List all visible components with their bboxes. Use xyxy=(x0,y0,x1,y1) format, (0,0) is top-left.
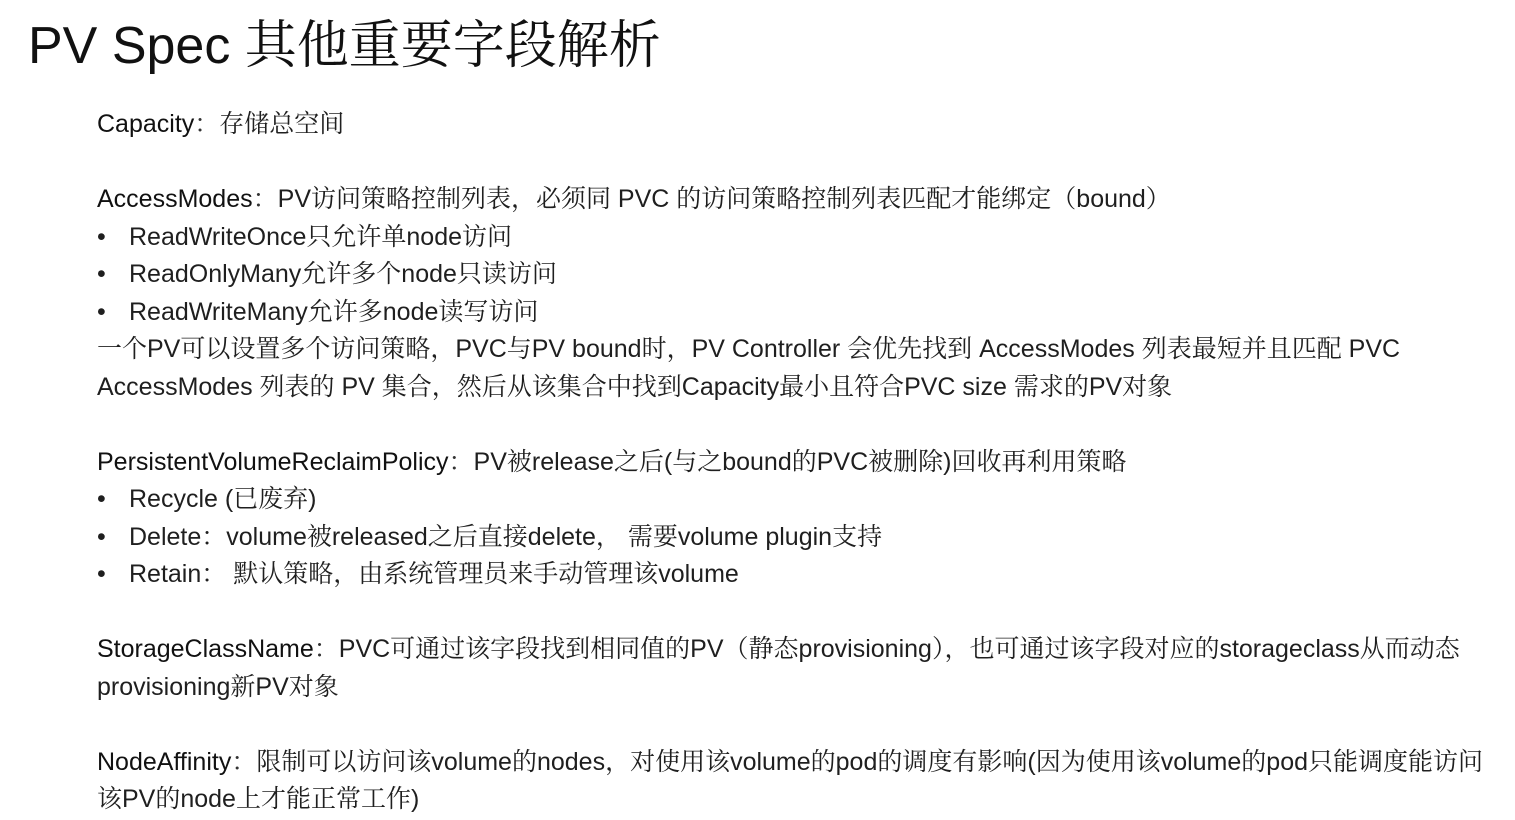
reclaim-policy-label: PersistentVolumeReclaimPolicy xyxy=(97,447,449,476)
list-item xyxy=(97,219,1507,257)
list-item xyxy=(97,481,1507,519)
bullet-icon: • xyxy=(97,297,106,326)
page-title: PV Spec 其他重要字段解析 xyxy=(28,17,661,75)
reclaim-policy-colon: ： xyxy=(448,447,474,476)
list-item-text: ReadWriteMany允许多node读写访问 xyxy=(129,297,539,326)
access-modes-colon: ： xyxy=(252,185,278,213)
node-affinity-desc: 限制可以访问该volume的nodes，对使用该volume的pod的调度有影响(因为使用该volume的pod只能调度能访问该PV的node上才能正常工作) xyxy=(97,747,1483,813)
storage-class-colon: ： xyxy=(313,635,339,663)
access-modes-line xyxy=(97,181,1507,219)
storage-class-label: StorageClassName xyxy=(97,635,314,663)
node-affinity-line xyxy=(97,744,1507,819)
section-capacity xyxy=(97,106,1507,144)
reclaim-policy-line xyxy=(97,444,1507,482)
storage-class-desc: PVC可通过该字段找到相同值的PV（静态provisioning），也可通过该字段对应的storageclass从而动态provisioning新PV对象 xyxy=(97,635,1460,701)
capacity-label: Capacity xyxy=(97,110,195,138)
capacity-colon: ： xyxy=(194,110,220,138)
node-affinity-colon: ： xyxy=(231,747,257,776)
list-item xyxy=(97,294,1507,332)
section-node-affinity xyxy=(97,744,1507,819)
list-item xyxy=(97,519,1507,557)
capacity-line xyxy=(97,106,1507,144)
access-modes-list xyxy=(97,219,1507,332)
list-item xyxy=(97,256,1507,294)
bullet-icon: • xyxy=(97,222,106,251)
access-modes-desc: PV访问策略控制列表，必须同 PVC 的访问策略控制列表匹配才能绑定（bound） xyxy=(277,185,1171,213)
node-affinity-label: NodeAffinity xyxy=(97,747,232,776)
slide-content xyxy=(97,106,1507,819)
section-storage-class xyxy=(97,631,1507,706)
list-item-text: ReadWriteOnce只允许单node访问 xyxy=(129,222,513,251)
list-item xyxy=(97,556,1507,594)
list-item-text: Delete：volume被released之后直接delete， 需要volume plugin支持 xyxy=(129,522,883,551)
access-modes-note: 一个PV可以设置多个访问策略，PVC与PV bound时，PV Controller 会优先找到 AccessModes 列表最短并且匹配 PVC AccessModes 列表的 PV 集合，然后从该集合中找到Capacity最小且符合PVC size 需求的PV对象 xyxy=(97,335,1401,401)
list-item-text: Recycle (已废弃) xyxy=(129,485,317,513)
access-modes-label: AccessModes xyxy=(97,185,253,213)
list-item-text: ReadOnlyMany允许多个node只读访问 xyxy=(129,260,557,288)
bullet-icon: • xyxy=(97,560,106,588)
bullet-icon: • xyxy=(97,260,106,288)
bullet-icon: • xyxy=(97,485,106,513)
reclaim-policy-list xyxy=(97,481,1507,594)
reclaim-policy-desc: PV被release之后(与之bound的PVC被删除)回收再利用策略 xyxy=(473,447,1127,476)
section-access-modes xyxy=(97,181,1507,406)
list-item-text: Retain： 默认策略，由系统管理员来手动管理该volume xyxy=(129,560,739,588)
capacity-desc: 存储总空间 xyxy=(219,110,345,138)
bullet-icon: • xyxy=(97,522,106,551)
storage-class-line xyxy=(97,631,1507,706)
section-reclaim-policy xyxy=(97,444,1507,594)
